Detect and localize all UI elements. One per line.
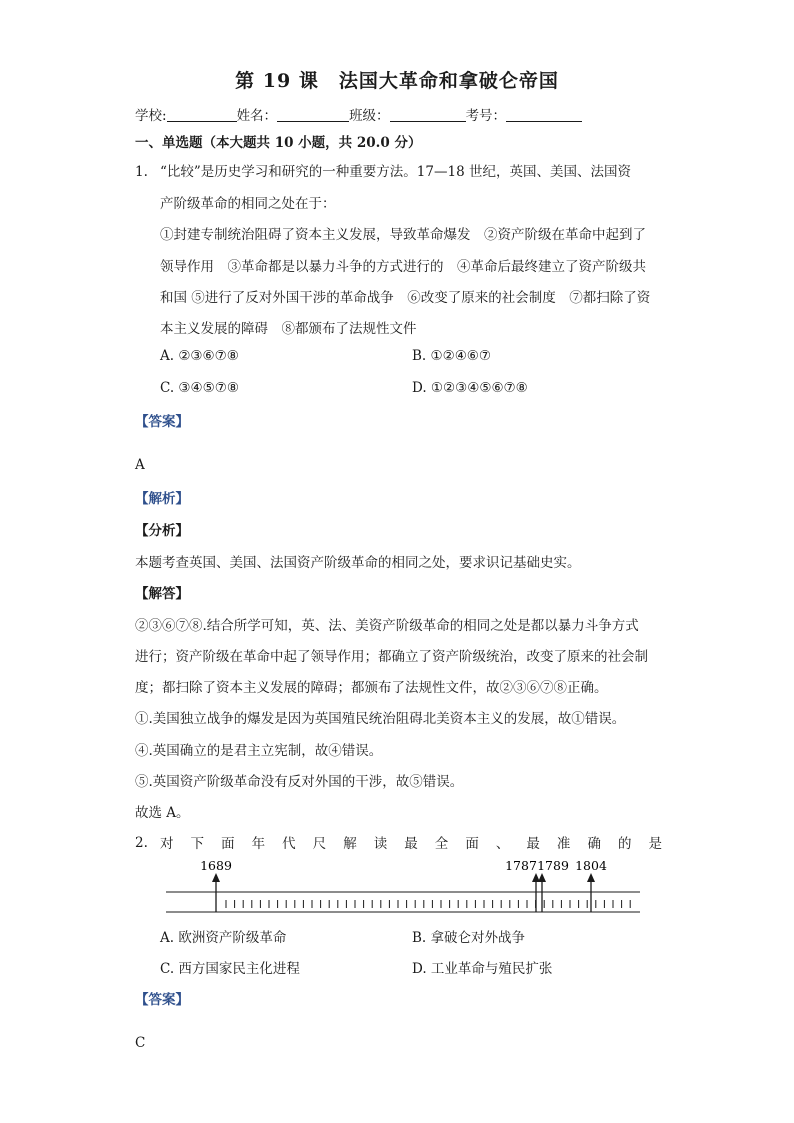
q1-analysis-tag: 【解析】: [135, 491, 189, 507]
info-line: [135, 104, 582, 124]
q1-line: 领导作用 ③革命都是以暴力斗争的方式进行的 ④革命后最终建立了资产阶级共: [160, 259, 646, 275]
q2-option-a[interactable]: A. 欧洲资产阶级革命: [160, 930, 287, 946]
q1-jieda-line: 度；都扫除了资本主义发展的障碍；都颁布了法规性文件，故②③⑥⑦⑧正确。: [135, 680, 608, 696]
q1-option-c[interactable]: C. ③④⑤⑦⑧: [160, 380, 239, 396]
year-label-1689: 1689: [200, 858, 232, 873]
q2-option-c[interactable]: C. 西方国家民主化进程: [160, 961, 300, 977]
q1-number: 1.: [135, 164, 148, 180]
q1-line: “比较”是历史学习和研究的一种重要方法。17—18 世纪，英国、美国、法国资: [160, 164, 631, 180]
q1-line: ①封建专制统治阻碍了资本主义发展，导致革命爆发 ②资产阶级在革命中起到了: [160, 227, 646, 243]
q2-answer-tag: 【答案】: [135, 992, 189, 1008]
name-field[interactable]: [277, 107, 349, 122]
q2-stem: 对 下 面 年 代 尺 解 读 最 全 面 、 最 准 确 的 是: [160, 836, 662, 852]
timeline-marker-1787: [505, 858, 540, 912]
q1-jieda-tag: 【解答】: [135, 586, 189, 602]
year-label-1804: 1804: [575, 858, 607, 873]
timeline-ticks: [226, 900, 630, 908]
school-field[interactable]: [167, 107, 237, 122]
q2-option-b[interactable]: B. 拿破仑对外战争: [412, 930, 526, 946]
class-label: 班级：: [349, 108, 390, 124]
q2-option-d[interactable]: D. 工业革命与殖民扩张: [412, 961, 553, 977]
q2-answer: C: [135, 1035, 146, 1051]
name-label: 姓名：: [236, 108, 278, 124]
section-heading: 一、单选题（本大题共 10 小题，共 20.0 分）: [135, 135, 422, 151]
exam-field[interactable]: [506, 107, 582, 122]
q1-jieda-line: 进行；资产阶级在革命中起了领导作用；都确立了资产阶级统治，改变了原来的社会制: [135, 649, 648, 665]
q1-jieda-line: ①.美国独立战争的爆发是因为英国殖民统治阻碍北美资本主义的发展，故①错误。: [135, 711, 626, 727]
timeline-marker-1689: [200, 858, 232, 912]
exam-label: 考号：: [465, 108, 507, 124]
q1-answer-tag: 【答案】: [135, 414, 189, 430]
timeline-marker-1804: [575, 858, 607, 912]
q1-fenxi-tag: 【分析】: [135, 523, 189, 539]
q1-jieda-line: ②③⑥⑦⑧.结合所学可知，英、法、美资产阶级革命的相同之处是都以暴力斗争方式: [135, 618, 639, 634]
q1-line: 和国 ⑤进行了反对外国干涉的革命战争 ⑥改变了原来的社会制度 ⑦都扫除了资: [160, 290, 651, 306]
q1-jieda-line: 故选 A。: [135, 805, 190, 821]
q1-line: 本主义发展的障碍 ⑧都颁布了法规性文件: [160, 321, 417, 337]
q1-jieda-line: ⑤.英国资产阶级革命没有反对外国的干涉，故⑤错误。: [135, 774, 464, 790]
q1-option-b[interactable]: B. ①②④⑥⑦: [412, 348, 492, 364]
q1-jieda-line: ④.英国确立的是君主立宪制，故④错误。: [135, 743, 383, 759]
class-field[interactable]: [390, 107, 466, 122]
school-label: 学校:: [135, 108, 167, 124]
q1-fenxi-text: 本题考查英国、美国、法国资产阶级革命的相同之处，要求识记基础史实。: [135, 555, 581, 571]
year-label-1787: 1787: [505, 858, 537, 873]
page-title: 第 19 课 法国大革命和拿破仑帝国: [235, 70, 559, 92]
year-label-1789: 1789: [537, 858, 569, 873]
q1-line: 产阶级革命的相同之处在于：: [160, 196, 336, 212]
q1-option-d[interactable]: D. ①②③④⑤⑥⑦⑧: [412, 380, 528, 396]
q2-number: 2.: [135, 835, 148, 851]
q1-answer: A: [135, 457, 145, 473]
timeline-figure: [160, 856, 650, 920]
q1-option-a[interactable]: A. ②③⑥⑦⑧: [160, 348, 239, 364]
